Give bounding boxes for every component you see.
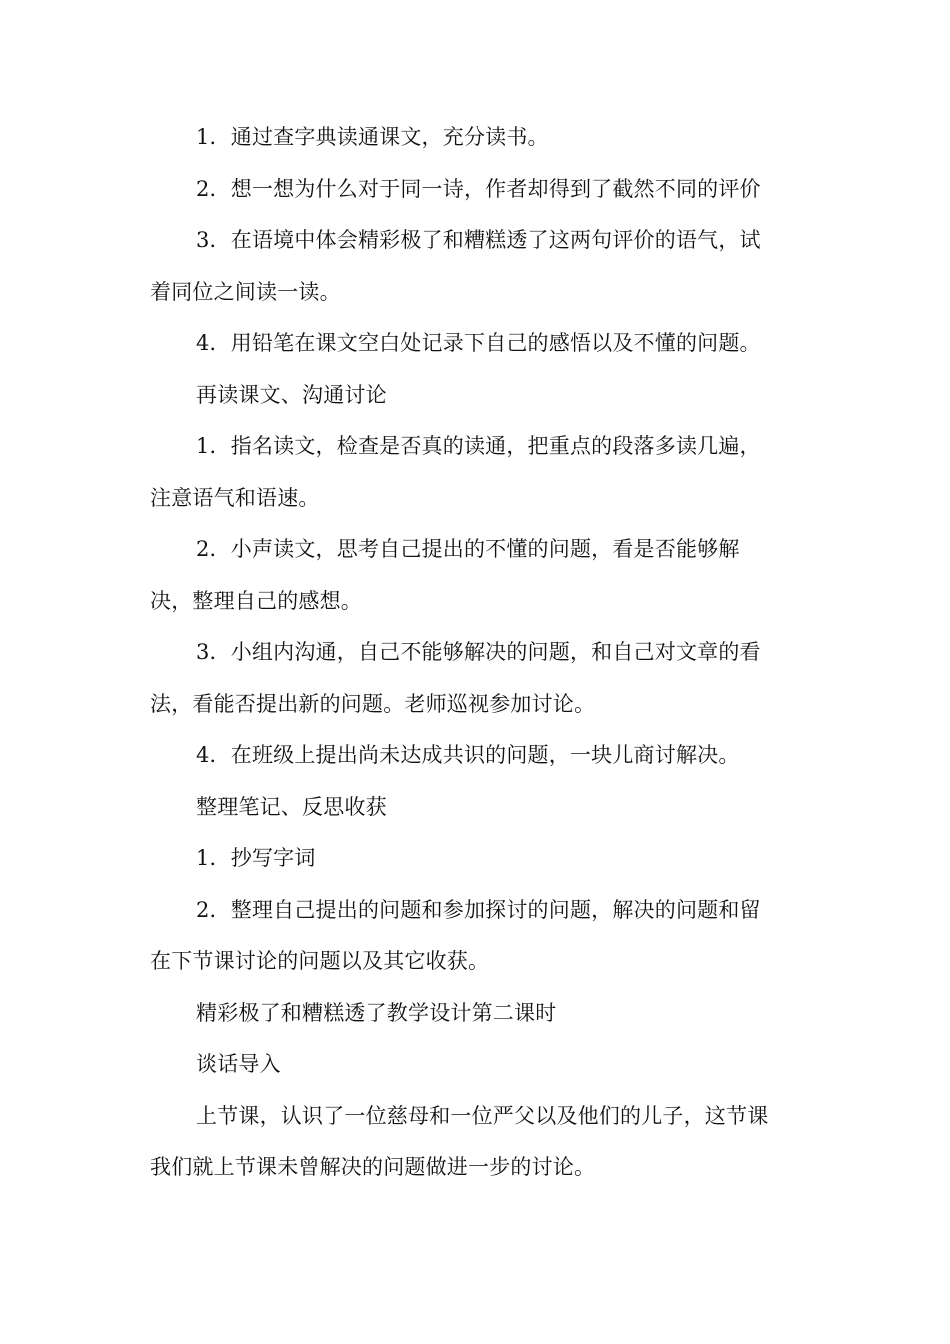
paragraph-line: 谈话导入	[196, 1052, 281, 1076]
paragraph-continuation-line: 法，看能否提出新的问题。老师巡视参加讨论。	[150, 691, 596, 716]
paragraph-line: 4．用铅笔在课文空白处记录下自己的感悟以及不懂的问题。	[196, 331, 761, 355]
paragraph-continuation-line: 我们就上节课未曾解决的问题做进一步的讨论。	[150, 1155, 596, 1179]
paragraph-line: 1．通过查字典读通课文，充分读书。	[196, 125, 549, 149]
paragraph-line: 1．抄写字词	[196, 846, 316, 870]
paragraph-line: 整理笔记、反思收获	[196, 794, 387, 819]
paragraph-continuation-line: 在下节课讨论的问题以及其它收获。	[150, 949, 490, 973]
paragraph-continuation-line: 决，整理自己的感想。	[150, 588, 362, 613]
paragraph-line: 1．指名读文，检查是否真的读通，把重点的段落多读几遍，	[196, 434, 761, 458]
paragraph-line: 上节课，认识了一位慈母和一位严父以及他们的儿子，这节课	[196, 1103, 769, 1128]
paragraph-line: 精彩极了和糟糕透了教学设计第二课时	[196, 1000, 557, 1025]
paragraph-line: 3．在语境中体会精彩极了和糟糕透了这两句评价的语气，试	[196, 228, 761, 252]
paragraph-line: 4．在班级上提出尚未达成共识的问题，一块儿商讨解决。	[196, 743, 740, 767]
paragraph-line: 3．小组内沟通，自己不能够解决的问题，和自己对文章的看	[196, 640, 761, 664]
paragraph-continuation-line: 着同位之间读一读。	[150, 279, 341, 304]
paragraph-line: 2．小声读文，思考自己提出的不懂的问题，看是否能够解	[196, 537, 740, 561]
paragraph-line: 再读课文、沟通讨论	[196, 382, 387, 407]
paragraph-line: 2．想一想为什么对于同一诗，作者却得到了截然不同的评价	[196, 176, 761, 201]
paragraph-continuation-line: 注意语气和语速。	[150, 485, 320, 510]
document-page	[150, 112, 810, 1194]
paragraph-line: 2．整理自己提出的问题和参加探讨的问题，解决的问题和留	[196, 897, 761, 922]
